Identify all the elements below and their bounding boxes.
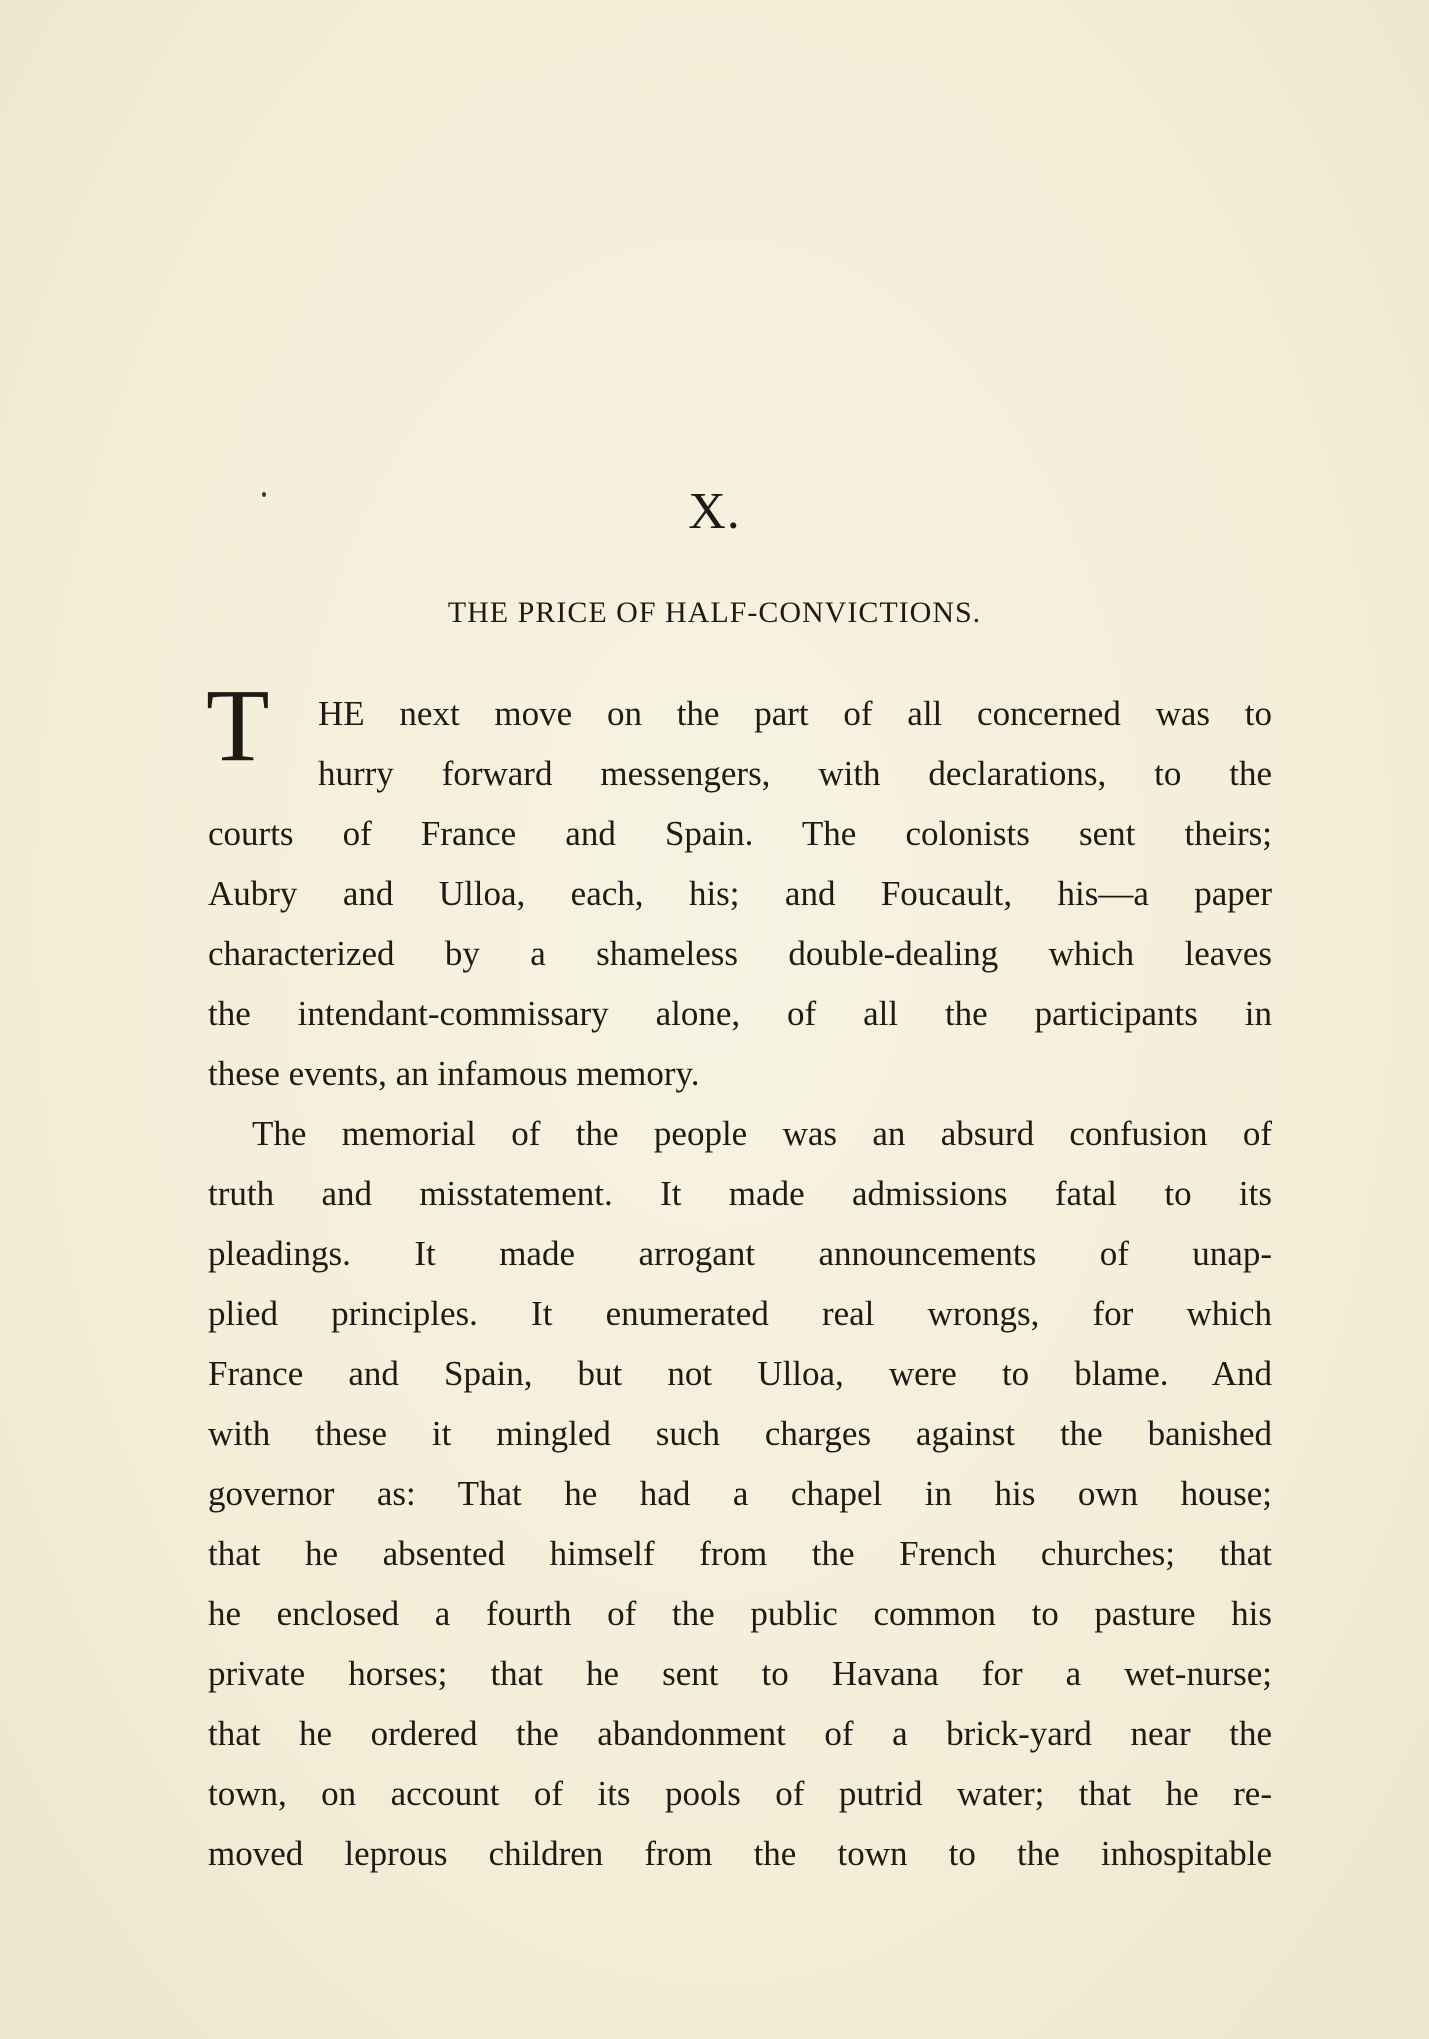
- text-line: governor as: That he had a chapel in his own house;: [208, 1474, 1272, 1513]
- text-line: HE next move on the part of all concerned was to: [318, 694, 1272, 733]
- chapter-title: THE PRICE OF HALF-CONVICTIONS.: [447, 596, 982, 629]
- text-line: the intendant-commissary alone, of all the participants in: [208, 994, 1272, 1033]
- text-line: truth and misstatement. It made admissions fatal to its: [208, 1174, 1272, 1213]
- text-line: The memorial of the people was an absurd confusion of: [252, 1114, 1272, 1153]
- chapter-number: X.: [688, 483, 741, 540]
- text-line: private horses; that he sent to Havana for a wet-nurse;: [208, 1654, 1272, 1693]
- text-line: he enclosed a fourth of the public common to pasture his: [208, 1594, 1272, 1633]
- text-line: these events, an infamous memory.: [208, 1054, 700, 1093]
- text-line: plied principles. It enumerated real wrongs, for which: [208, 1294, 1272, 1333]
- text-line: town, on account of its pools of putrid water; that he re-: [208, 1774, 1272, 1813]
- text-line: pleadings. It made arrogant announcements of unap-: [208, 1234, 1272, 1273]
- text-line: that he ordered the abandonment of a brick-yard near the: [208, 1714, 1272, 1753]
- text-line: courts of France and Spain. The colonists sent theirs;: [208, 814, 1272, 853]
- text-line: characterized by a shameless double-dealing which leaves: [208, 934, 1272, 973]
- text-line: hurry forward messengers, with declarations, to the: [318, 754, 1272, 793]
- text-line: moved leprous children from the town to the inhospitable: [208, 1834, 1272, 1873]
- text-line: with these it mingled such charges against the banished: [208, 1414, 1272, 1453]
- text-line: that he absented himself from the French churches; that: [208, 1534, 1272, 1573]
- text-line: France and Spain, but not Ulloa, were to blame. And: [208, 1354, 1272, 1393]
- drop-cap: T: [206, 668, 270, 783]
- text-line: Aubry and Ulloa, each, his; and Foucault, his—a paper: [208, 874, 1272, 913]
